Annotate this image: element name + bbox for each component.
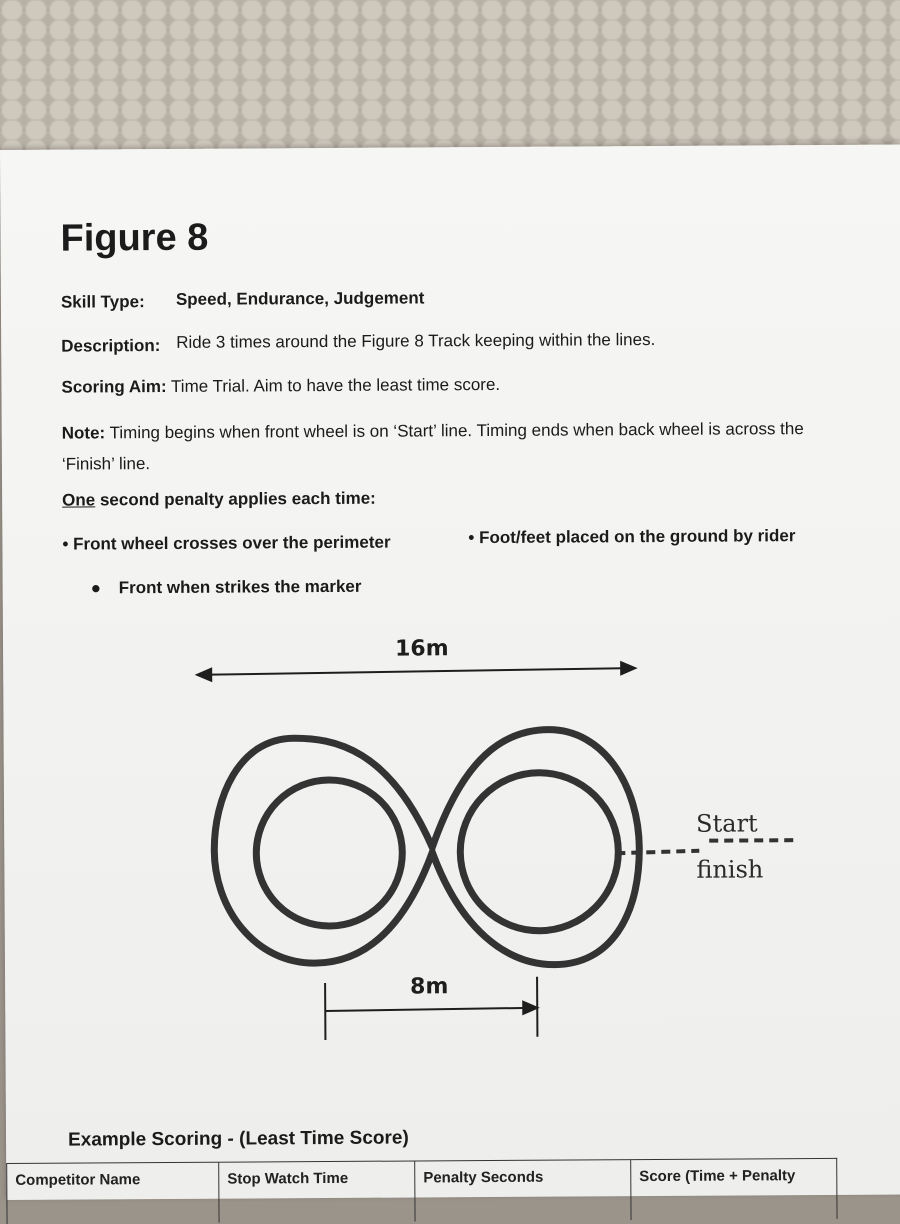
description-value: Ride 3 times around the Figure 8 Track keeping within the lines. <box>176 330 655 353</box>
table-header: Penalty Seconds <box>414 1160 630 1221</box>
penalty-heading <box>62 489 376 511</box>
carpet-background <box>0 0 900 160</box>
scoring-aim-value: Time Trial. Aim to have the least time score. <box>167 375 501 396</box>
width-label: 16m <box>395 636 449 661</box>
bullet-dot-icon: ● <box>91 578 119 598</box>
scoring-table <box>6 1158 837 1224</box>
bullet-marker-text: Front when strikes the marker <box>119 577 362 597</box>
bullet-marker <box>91 577 362 599</box>
bullet-foot-ground: • Foot/feet placed on the ground by rider <box>468 526 795 548</box>
width-arrow <box>197 662 635 681</box>
penalty-rest: second penalty applies each time: <box>95 489 376 510</box>
figure-8-track-diagram <box>183 625 826 1049</box>
description-label: Description: <box>61 336 160 357</box>
start-label: Start <box>696 809 758 837</box>
page-title: Figure 8 <box>60 217 208 261</box>
penalty-underlined-word: One <box>62 490 95 509</box>
figure-8-track <box>214 729 640 967</box>
finish-label: finish <box>696 855 763 883</box>
inner-width-label: 8m <box>410 974 448 999</box>
document-page <box>0 145 900 1200</box>
scoring-aim <box>61 375 500 398</box>
table-header: Score (Time + Penalty <box>630 1159 836 1220</box>
note-paragraph <box>62 413 852 480</box>
bullet-perimeter: • Front wheel crosses over the perimeter <box>62 533 390 555</box>
skill-type-label: Skill Type: <box>61 292 145 313</box>
note-label: Note: <box>62 423 106 442</box>
skill-type-value: Speed, Endurance, Judgement <box>176 288 425 310</box>
example-scoring-suffix: - (Least Time Score) <box>227 1128 408 1150</box>
note-value: Timing begins when front wheel is on ‘Start’ line. Timing ends when back wheel is across the ‘Finish’ line. <box>62 419 804 474</box>
example-scoring-label: Example Scoring <box>68 1129 222 1151</box>
table-header: Competitor Name <box>6 1163 218 1224</box>
scoring-aim-label: Scoring Aim: <box>61 377 166 397</box>
table-header: Stop Watch Time <box>218 1161 414 1222</box>
start-finish-line <box>616 840 794 853</box>
example-scoring-heading <box>68 1128 409 1152</box>
